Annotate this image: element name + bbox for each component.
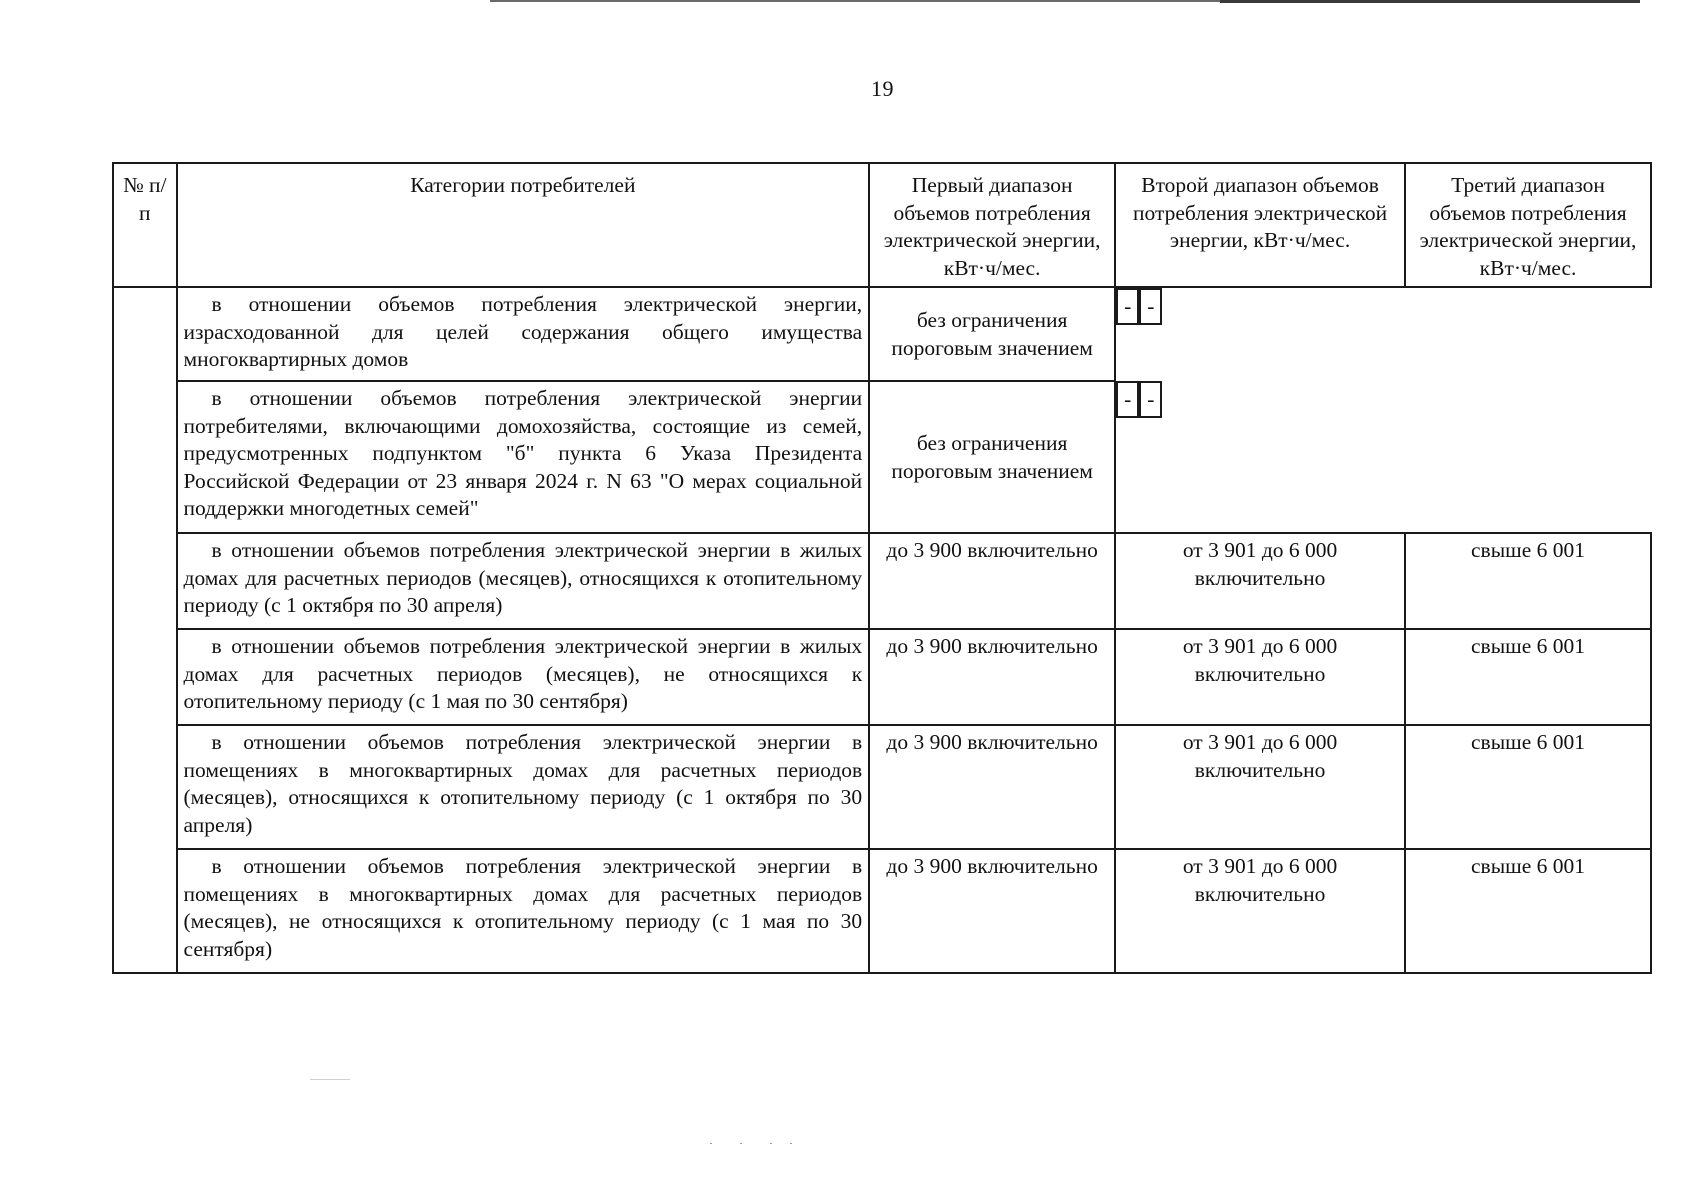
range2-cell: от 3 901 до 6 000 включительно [1115, 849, 1405, 973]
table-row [113, 533, 1651, 629]
header-category: Категории потребителей [177, 163, 870, 287]
range2-cell: от 3 901 до 6 000 включительно [1115, 725, 1405, 849]
header-range1: Первый диапазон объемов потребления электрической энергии, кВт·ч/мес. [869, 163, 1115, 287]
table-row [113, 725, 1651, 849]
range3-cell: - [1139, 288, 1162, 325]
range1-cell: без ограничения пороговым значением [869, 287, 1115, 381]
page-number: 19 [871, 76, 894, 101]
range1-cell: до 3 900 включительно [869, 629, 1115, 725]
range3-cell: свыше 6 001 [1405, 533, 1651, 629]
category-cell: в отношении объемов потребления электрической энергии потребителями, включающими домохозяйства, состоящие из семей, предусмотренных подпунктом "б" пункта 6 Указа Президента Российской Федерации от 23 января 2024 г. N 63 "О мерах социальной поддержки многодетных семей" [177, 381, 870, 533]
table-row [113, 381, 1651, 533]
range3-cell: - [1139, 381, 1162, 418]
category-cell: в отношении объемов потребления электрической энергии в жилых домах для расчетных периодов (месяцев), относящихся к отопительному периоду (с 1 октября по 30 апреля) [177, 533, 870, 629]
row-number-cell [113, 287, 177, 973]
range1-cell: до 3 900 включительно [869, 533, 1115, 629]
range1-cell: без ограничения пороговым значением [869, 381, 1115, 533]
header-num: № п/п [113, 163, 177, 287]
table-body [113, 287, 1651, 973]
range3-cell: свыше 6 001 [1405, 629, 1651, 725]
table-row [113, 629, 1651, 725]
scan-speck [740, 1143, 742, 1144]
range1-cell: до 3 900 включительно [869, 849, 1115, 973]
category-cell: в отношении объемов потребления электрической энергии в жилых домах для расчетных периодов (месяцев), не относящихся к отопительному периоду (с 1 мая по 30 сентября) [177, 629, 870, 725]
scan-edge-line-dark [1220, 0, 1640, 3]
consumption-ranges-table [112, 162, 1652, 974]
header-row [113, 163, 1651, 287]
category-cell: в отношении объемов потребления электрической энергии в помещениях в многоквартирных домах для расчетных периодов (месяцев), относящихся к отопительному периоду (с 1 октября по 30 апреля) [177, 725, 870, 849]
header-range2: Второй диапазон объемов потребления электрической энергии, кВт·ч/мес. [1115, 163, 1405, 287]
scan-speck [790, 1143, 792, 1144]
range3-cell: свыше 6 001 [1405, 849, 1651, 973]
range1-cell: до 3 900 включительно [869, 725, 1115, 849]
range2-cell: - [1116, 381, 1139, 418]
category-cell: в отношении объемов потребления электрической энергии в помещениях в многоквартирных домах для расчетных периодов (месяцев), не относящихся к отопительному периоду (с 1 мая по 30 сентября) [177, 849, 870, 973]
range2-cell: от 3 901 до 6 000 включительно [1115, 629, 1405, 725]
table-row [113, 849, 1651, 973]
category-cell: в отношении объемов потребления электрической энергии, израсходованной для целей содержания общего имущества многоквартирных домов [177, 287, 870, 381]
header-range3: Третий диапазон объемов потребления электрической энергии, кВт·ч/мес. [1405, 163, 1651, 287]
scan-speck [710, 1143, 712, 1144]
range2-cell: - [1116, 288, 1139, 325]
scan-speck [310, 1079, 350, 1080]
range2-cell: от 3 901 до 6 000 включительно [1115, 533, 1405, 629]
table-row [113, 287, 1651, 381]
table-header [113, 163, 1651, 287]
range3-cell: свыше 6 001 [1405, 725, 1651, 849]
scan-speck [770, 1143, 772, 1144]
